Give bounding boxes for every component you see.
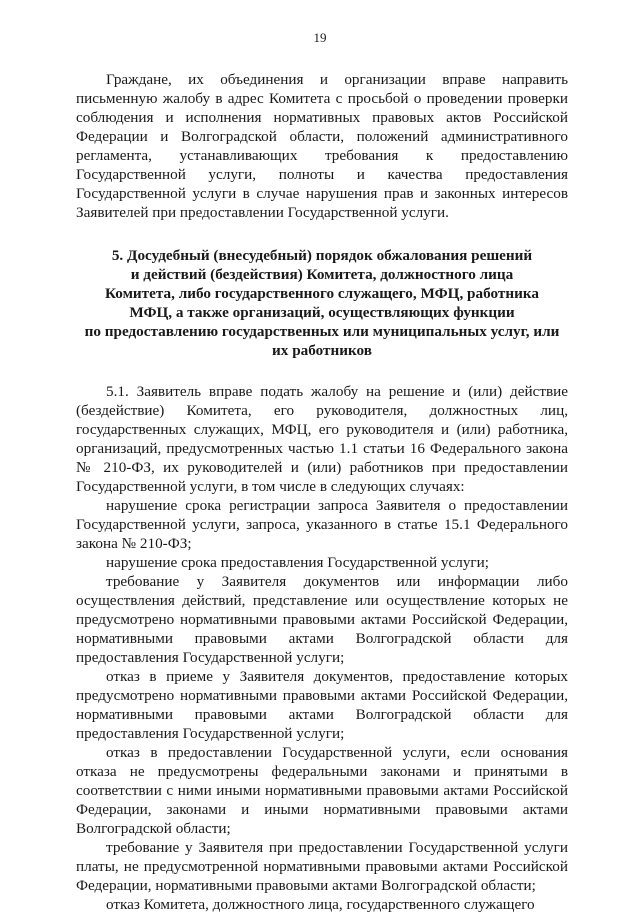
page-content <box>76 70 568 914</box>
heading-line: и действий (бездействия) Комитета, должностного лица <box>130 266 514 283</box>
intro-paragraph: Граждане, их объединения и организации вправе направить письменную жалобу в адрес Комитета с просьбой о проведении проверки соблюдения и исполнения нормативных правовых актов Российской Федерации и Волгоградской области, положений административного регламента, устанавливающих требования к предоставлению Государственной услуги, полноты и качества предоставления Государственной услуги в случае нарушения прав и законных интересов Заявителей при предоставлении Государственной услуги. <box>76 71 568 221</box>
paragraph: нарушение срока регистрации запроса Заявителя о предоставлении Государственной услуги, запроса, указанного в статье 15.1 Федерального закона № 210-ФЗ; <box>76 497 568 552</box>
paragraph: нарушение срока предоставления Государственной услуги; <box>106 554 490 571</box>
heading-line: их работников <box>272 342 372 359</box>
paragraph: отказ Комитета, должностного лица, государственного служащего <box>106 896 535 913</box>
heading-line: 5. Досудебный (внесудебный) порядок обжалования решений <box>111 247 533 264</box>
page-number: 19 <box>313 30 327 45</box>
paragraph: отказ в приеме у Заявителя документов, предоставление которых предусмотрено нормативными правовыми актами Российской Федерации, нормативными правовыми актами Волгоградской области для предоставления Государственной услуги; <box>76 668 568 742</box>
heading-line: по предоставлению государственных или муниципальных услуг, или <box>84 323 560 340</box>
paragraph: требование у Заявителя при предоставлении Государственной услуги платы, не предусмотренной нормативными правовыми актами Российской Федерации, нормативными правовыми актами Волгоградской области; <box>76 839 568 894</box>
section-heading <box>76 246 568 360</box>
heading-line: Комитета, либо государственного служащего, МФЦ, работника <box>105 285 539 302</box>
heading-line: МФЦ, а также организаций, осуществляющих функции <box>129 304 515 321</box>
paragraph: 5.1. Заявитель вправе подать жалобу на решение и (или) действие (бездействие) Комитета, его руководителя, должностных лиц, государственных служащих, МФЦ, его руководителя и (или) работника, организаций, предусмотренных частью 1.1 статьи 16 Федерального закона № 210-ФЗ, их руководителей и (или) работников при предоставлении Государственной услуги, в том числе в следующих случаях: <box>76 383 568 495</box>
paragraph: отказ в предоставлении Государственной услуги, если основания отказа не предусмотрены федеральными законами и принятыми в соответствии с ними иными нормативными правовыми актами Российской Федерации, законами и иными нормативными правовыми актами Волгоградской области; <box>76 744 568 837</box>
paragraph: требование у Заявителя документов или информации либо осуществления действий, представление или осуществление которых не предусмотрено нормативными правовыми актами Российской Федерации, нормативными правовыми актами Волгоградской области для предоставления Государственной услуги; <box>76 573 568 666</box>
